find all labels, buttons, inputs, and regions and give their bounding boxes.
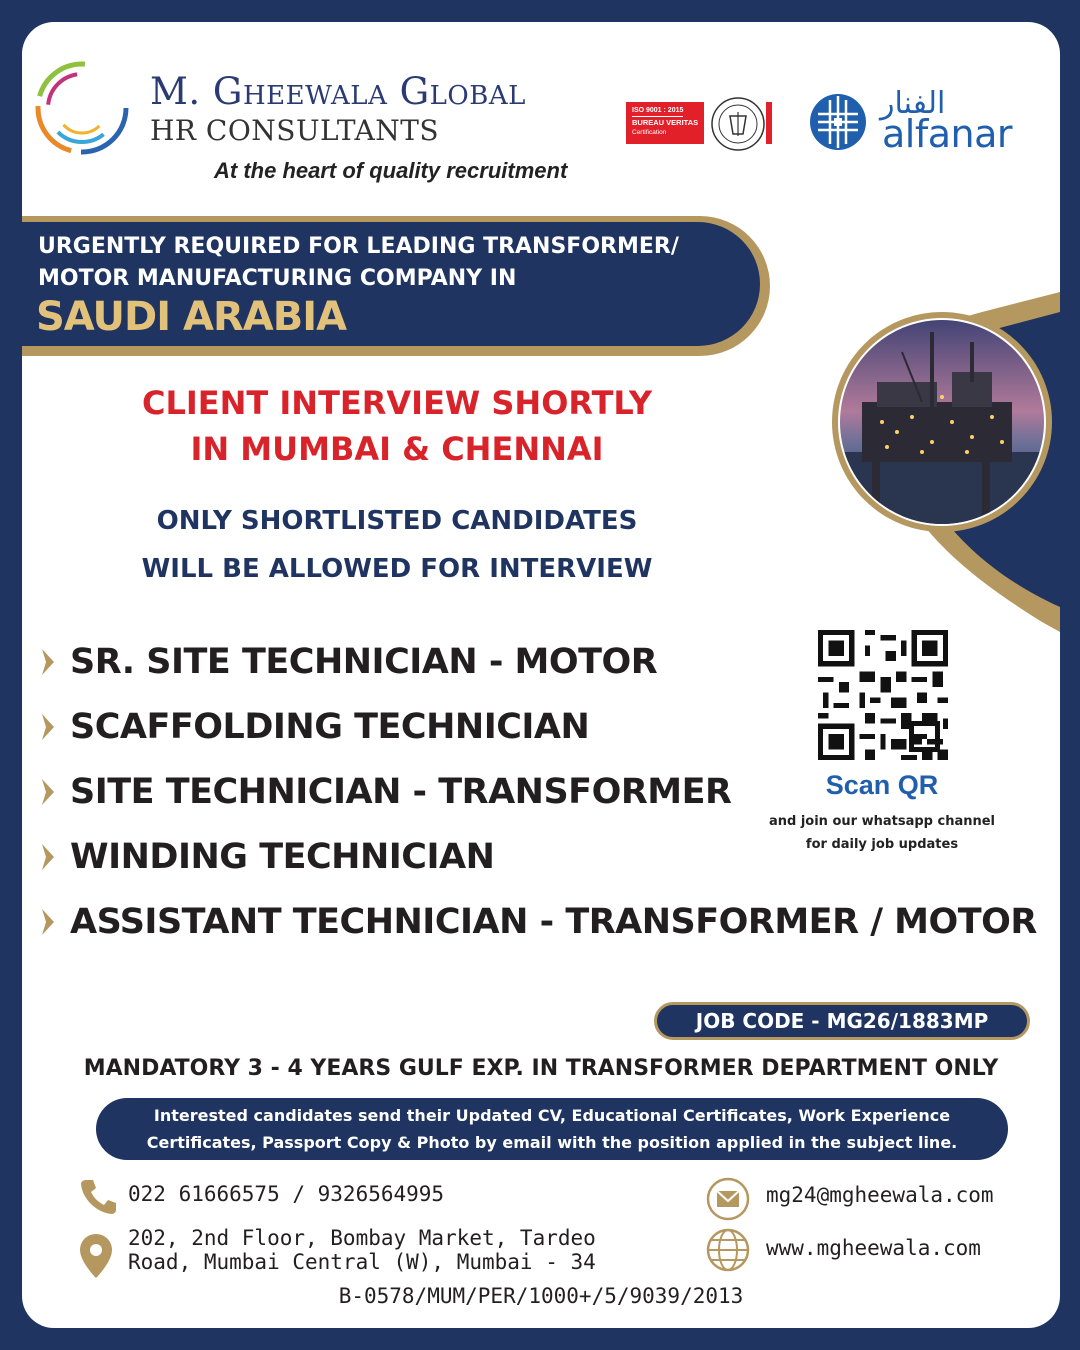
- job-title: SCAFFOLDING TECHNICIAN: [70, 707, 590, 747]
- iso-label: ISO 9001 : 2015: [632, 106, 683, 117]
- company-subtitle: HR CONSULTANTS: [150, 114, 440, 147]
- job-title: SR. SITE TECHNICIAN - MOTOR: [70, 642, 658, 682]
- shortlist-note-line-1: ONLY SHORTLISTED CANDIDATES: [156, 506, 638, 536]
- scan-qr-subtitle-line-2: for daily job updates: [805, 837, 959, 852]
- banner-line-2: MOTOR MANUFACTURING COMPANY IN: [38, 266, 517, 291]
- application-instructions: [96, 1098, 1008, 1160]
- interview-heading-line-2: IN MUMBAI & CHENNAI: [190, 430, 604, 468]
- job-item: [40, 705, 589, 749]
- job-title: ASSISTANT TECHNICIAN - TRANSFORMER / MOTOR: [70, 902, 1037, 942]
- bureau-veritas-seal-icon: [710, 96, 766, 152]
- scan-qr-subtitle-line-1: and join our whatsapp channel: [768, 814, 996, 829]
- alfanar-name: alfanar: [882, 112, 1013, 156]
- oil-rig-image: [782, 272, 1060, 632]
- chevron-right-icon: [40, 647, 56, 677]
- website-link[interactable]: www.mgheewala.com: [766, 1236, 981, 1260]
- address-line-1: 202, 2nd Floor, Bombay Market, Tardeo: [128, 1226, 596, 1250]
- license-number: B-0578/MUM/PER/1000+/5/9039/2013: [338, 1284, 744, 1308]
- job-title: WINDING TECHNICIAN: [70, 837, 495, 877]
- location-pin-icon: [78, 1232, 114, 1280]
- job-advert-card: [22, 22, 1060, 1328]
- email-address[interactable]: mg24@mgheewala.com: [766, 1183, 994, 1207]
- company-tagline: At the heart of quality recruitment: [214, 158, 568, 183]
- job-item: [40, 640, 657, 684]
- shortlist-note-line-2: WILL BE ALLOWED FOR INTERVIEW: [141, 554, 653, 584]
- instructions-line-2: Certificates, Passport Copy & Photo by email with the position applied in the subject line.: [146, 1133, 958, 1152]
- instructions-line-1: Interested candidates send their Updated CV, Educational Certificates, Work Experience: [153, 1106, 951, 1125]
- alfanar-logo-icon: [808, 92, 868, 152]
- certification-badge: [626, 94, 772, 150]
- address-line-2: Road, Mumbai Central (W), Mumbai - 34: [128, 1250, 596, 1274]
- interview-heading-line-1: CLIENT INTERVIEW SHORTLY: [141, 384, 652, 422]
- chevron-right-icon: [40, 907, 56, 937]
- job-code-badge: JOB CODE - MG26/1883MP: [654, 1002, 1030, 1040]
- job-title: SITE TECHNICIAN - TRANSFORMER: [70, 772, 732, 812]
- cert-body: BUREAU VERITAS: [632, 118, 699, 127]
- cert-label: Certification: [632, 129, 667, 136]
- phone-number[interactable]: 022 61666575 / 9326564995: [128, 1182, 445, 1206]
- alfanar-arabic-name: الفنار: [880, 86, 946, 121]
- job-item: [40, 900, 1037, 944]
- scan-qr-title: Scan QR: [825, 770, 939, 800]
- email-icon: [706, 1177, 750, 1221]
- chevron-right-icon: [40, 842, 56, 872]
- company-name: M. Gheewala Global: [150, 70, 526, 113]
- job-item: [40, 835, 494, 879]
- globe-icon: [706, 1228, 750, 1272]
- qr-code-icon[interactable]: [818, 630, 948, 760]
- chevron-right-icon: [40, 712, 56, 742]
- job-item: [40, 770, 731, 814]
- banner-line-1: URGENTLY REQUIRED FOR LEADING TRANSFORMER/: [38, 234, 679, 259]
- scan-qr-subtitle: [767, 810, 997, 856]
- requirement-text: MANDATORY 3 - 4 YEARS GULF EXP. IN TRANSFORMER DEPARTMENT ONLY: [83, 1056, 999, 1081]
- phone-icon: [78, 1176, 118, 1216]
- banner-country: SAUDI ARABIA: [36, 294, 347, 340]
- company-logo-icon: [32, 58, 132, 158]
- chevron-right-icon: [40, 777, 56, 807]
